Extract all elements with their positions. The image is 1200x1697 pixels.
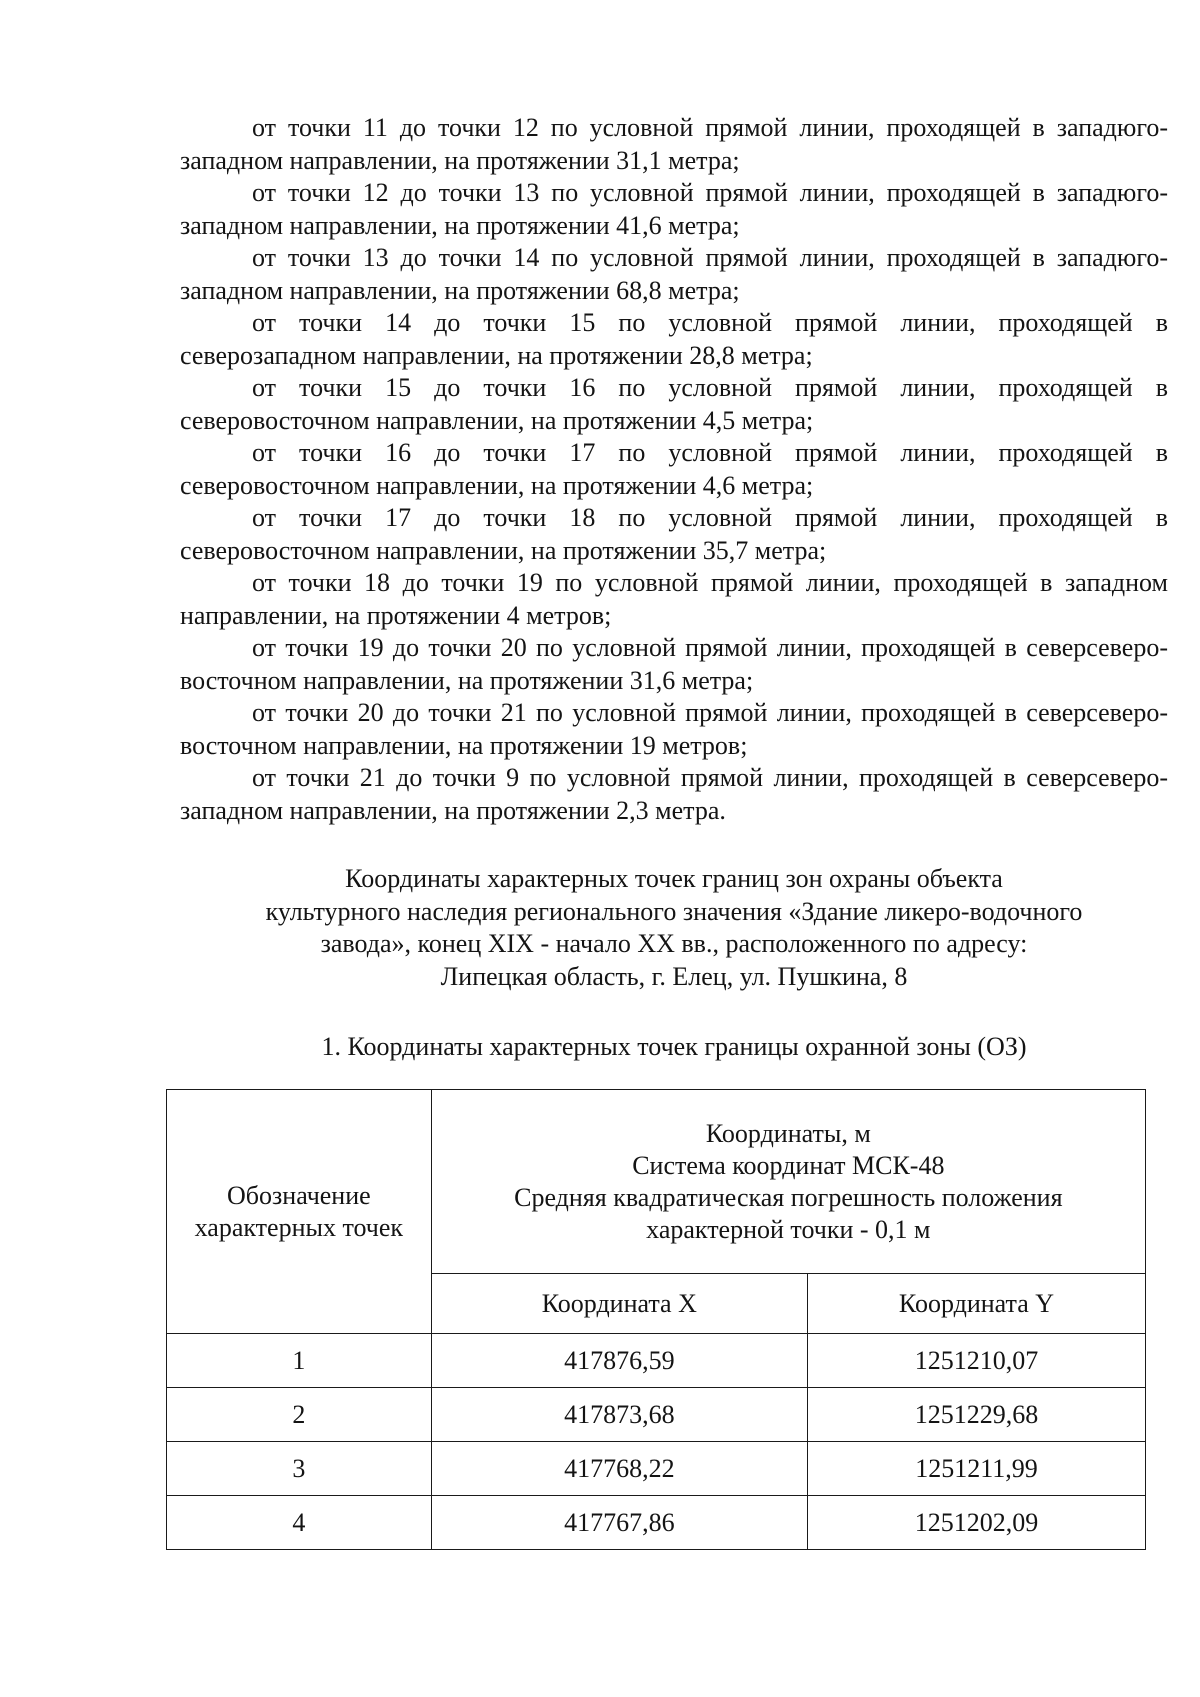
paragraph-21-9: от точки 21 до точки 9 по условной прямой линии, проходящей в северсеверо-западном направлении, на протяжении 2,3 метра. [180,763,1168,825]
heading-line: культурного наследия регионального значения «Здание ликеро-водочного [265,896,1083,926]
heading-line: Координаты характерных точек границ зон охраны объекта [345,864,1003,893]
header-line: Система координат МСК-48 [632,1150,945,1180]
x-value: 417768,22 [431,1442,807,1496]
paragraph-11-12: от точки 11 до точки 12 по условной прямой линии, проходящей в западюго-западном направлении, на протяжении 31,1 метра; [180,113,1168,175]
coordinates-table [166,1089,1146,1550]
boundary-description [180,112,1168,827]
y-value: 1251229,68 [807,1388,1145,1442]
table-title: 1. Координаты характерных точек границы охранной зоны (ОЗ) [321,1032,1027,1061]
paragraph-19-20: от точки 19 до точки 20 по условной прямой линии, проходящей в северсеверо-восточном направлении, на протяжении 31,6 метра; [180,633,1168,695]
heading-line: Липецкая область, г. Елец, ул. Пушкина, 8 [440,961,908,991]
table-row [167,1388,1146,1442]
section-heading [180,863,1168,993]
x-coordinate-header: Координата X [431,1274,807,1334]
x-value: 417767,86 [431,1496,807,1550]
x-value: 417876,59 [431,1334,807,1388]
y-value: 1251210,07 [807,1334,1145,1388]
header-line: Обозначение [227,1180,371,1210]
y-value: 1251211,99 [807,1442,1145,1496]
header-line: Средняя квадратическая погрешность положения [514,1182,1063,1212]
table-header-row [167,1090,1146,1274]
header-line: характерных точек [194,1212,404,1242]
header-line: Координаты, м [705,1118,871,1148]
paragraph-15-16: от точки 15 до точки 16 по условной прямой линии, проходящей в северовосточном направлении, на протяжении 4,5 метра; [180,373,1168,435]
y-value: 1251202,09 [807,1496,1145,1550]
point-number: 1 [167,1334,432,1388]
paragraph-17-18: от точки 17 до точки 18 по условной прямой линии, проходящей в северовосточном направлении, на протяжении 35,7 метра; [180,503,1168,565]
point-number: 3 [167,1442,432,1496]
y-coordinate-header: Координата Y [807,1274,1145,1334]
table-row [167,1496,1146,1550]
paragraph-12-13: от точки 12 до точки 13 по условной прямой линии, проходящей в западюго-западном направлении, на протяжении 41,6 метра; [180,178,1168,240]
paragraph-14-15: от точки 14 до точки 15 по условной прямой линии, проходящей в северозападном направлении, на протяжении 28,8 метра; [180,308,1168,370]
heading-line: завода», конец XIX - начало XX вв., расположенного по адресу: [320,929,1028,958]
header-line: характерной точки - 0,1 м [646,1214,931,1244]
table-row [167,1334,1146,1388]
paragraph-16-17: от точки 16 до точки 17 по условной прямой линии, проходящей в северовосточном направлении, на протяжении 4,6 метра; [180,438,1168,500]
x-value: 417873,68 [431,1388,807,1442]
point-number: 4 [167,1496,432,1550]
paragraph-18-19: от точки 18 до точки 19 по условной прямой линии, проходящей в западном направлении, на протяжении 4 метров; [180,568,1168,630]
coordinates-system-header [431,1090,1145,1274]
point-number: 2 [167,1388,432,1442]
paragraph-13-14: от точки 13 до точки 14 по условной прямой линии, проходящей в западюго-западном направлении, на протяжении 68,8 метра; [180,243,1168,305]
point-designation-header [167,1090,432,1334]
paragraph-20-21: от точки 20 до точки 21 по условной прямой линии, проходящей в северсеверо-восточном направлении, на протяжении 19 метров; [180,698,1168,760]
table-row [167,1442,1146,1496]
